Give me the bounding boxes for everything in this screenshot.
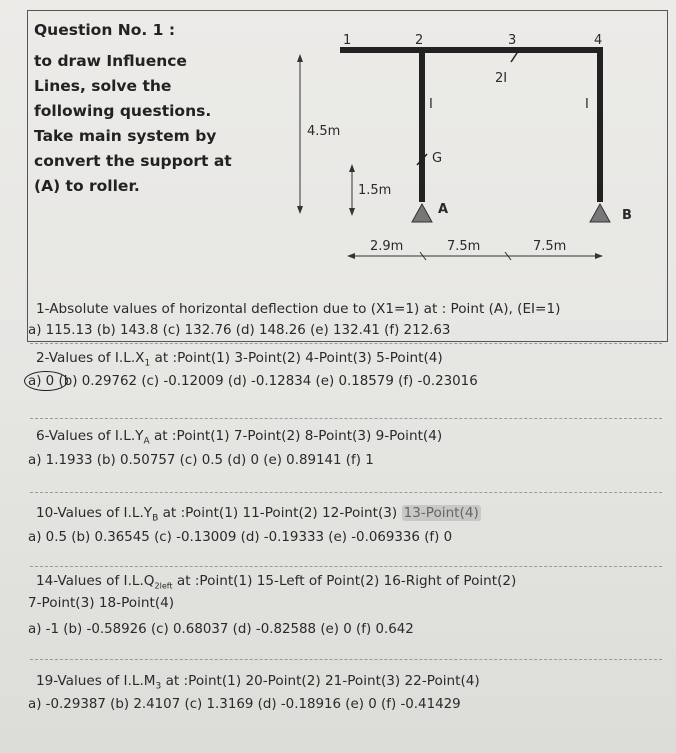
q14-prefix: 14-Values of I.L.Q	[36, 573, 155, 589]
arrowhead-icon	[349, 208, 355, 216]
label-height-1-5m: 1.5m	[358, 183, 392, 198]
label-span-2-9m: 2.9m	[370, 239, 404, 254]
q2-marked-answer: a) 0	[28, 374, 55, 389]
label-beam-2i: 2I	[495, 71, 508, 86]
label-support-b: B	[622, 208, 632, 223]
q1-text: 1-Absolute values of horizontal deflection due to (X1=1) at : Point (A), (EI=1)	[36, 301, 561, 317]
q19-rest: at :Point(1) 20-Point(2) 21-Point(3) 22-Point(4)	[161, 673, 480, 689]
q1-answers: a) 115.13 (b) 143.8 (c) 132.76 (d) 148.26 (e) 132.41 (f) 212.63	[28, 323, 451, 338]
separator	[30, 566, 662, 567]
question-statement	[34, 18, 249, 199]
statement-line: Take main system by	[34, 127, 217, 145]
statement-line: convert the support at	[34, 152, 232, 170]
q10-text	[36, 504, 481, 528]
q6-prefix: 6-Values of I.L.Y	[36, 428, 144, 444]
label-point-1: 1	[343, 33, 352, 48]
label-point-3: 3	[508, 33, 517, 48]
label-col-right-i: I	[585, 97, 589, 112]
q14-line2: 7-Point(3) 18-Point(4)	[28, 595, 175, 611]
frame-diagram	[255, 10, 655, 270]
q10-answers: a) 0.5 (b) 0.36545 (c) -0.13009 (d) -0.19333 (e) -0.069336 (f) 0	[28, 530, 453, 545]
statement-line: to draw Influence	[34, 52, 187, 70]
question-title: Question No. 1 :	[34, 21, 176, 39]
label-col-left-i: I	[429, 97, 433, 112]
q19-answers: a) -0.29387 (b) 2.4107 (c) 1.3169 (d) -0.18916 (e) 0 (f) -0.41429	[28, 697, 461, 712]
q2-sub: 1	[144, 358, 151, 369]
q19-sub: 3	[155, 681, 162, 692]
q10-rest: at :Point(1) 11-Point(2) 12-Point(3)	[158, 505, 402, 521]
q19-prefix: 19-Values of I.L.M	[36, 673, 156, 689]
separator	[30, 343, 662, 344]
support-b-triangle	[590, 204, 610, 222]
support-a-triangle	[412, 204, 432, 222]
q2-prefix: 2-Values of I.L.X	[36, 350, 145, 366]
arrowhead-icon	[297, 54, 303, 62]
statement-line: following questions.	[34, 102, 212, 120]
separator	[30, 492, 662, 493]
q6-answers: a) 1.1933 (b) 0.50757 (c) 0.5 (d) 0 (e) 0.89141 (f) 1	[28, 453, 374, 468]
q6-text	[36, 427, 442, 451]
arrowhead-icon	[595, 253, 603, 259]
label-hinge-g: G	[432, 151, 443, 166]
q10-highlight: 13-Point(4)	[403, 505, 479, 521]
q14-answers: a) -1 (b) -0.58926 (c) 0.68037 (d) -0.82588 (e) 0 (f) 0.642	[28, 622, 414, 637]
label-point-4: 4	[594, 33, 603, 48]
separator	[30, 418, 662, 419]
q19-text	[36, 672, 480, 696]
arrowhead-icon	[297, 206, 303, 214]
q2-rest: at :Point(1) 3-Point(2) 4-Point(3) 5-Point(4)	[150, 350, 443, 366]
q6-sub: A	[143, 436, 150, 447]
q10-sub: B	[152, 513, 159, 524]
q14-text	[36, 572, 516, 596]
q2-answers: (b) 0.29762 (c) -0.12009 (d) -0.12834 (e) 0.18579 (f) -0.23016	[58, 374, 478, 389]
label-span-7-5m-2: 7.5m	[533, 239, 567, 254]
separator	[30, 659, 662, 660]
q14-rest: at :Point(1) 15-Left of Point(2) 16-Right of Point(2)	[172, 573, 517, 589]
label-point-2: 2	[415, 33, 424, 48]
q14-sub: 2left	[154, 581, 173, 591]
label-height-4-5m: 4.5m	[307, 124, 341, 139]
arrowhead-icon	[349, 164, 355, 172]
q10-prefix: 10-Values of I.L.Y	[36, 505, 153, 521]
q2-text	[36, 349, 443, 373]
statement-line: Lines, solve the	[34, 77, 172, 95]
q6-rest: at :Point(1) 7-Point(2) 8-Point(3) 9-Point(4)	[149, 428, 443, 444]
q2-answers-line	[28, 373, 478, 391]
label-span-7-5m-1: 7.5m	[447, 239, 481, 254]
statement-line: (A) to roller.	[34, 177, 140, 195]
label-support-a: A	[438, 202, 449, 217]
arrowhead-icon	[347, 253, 355, 259]
